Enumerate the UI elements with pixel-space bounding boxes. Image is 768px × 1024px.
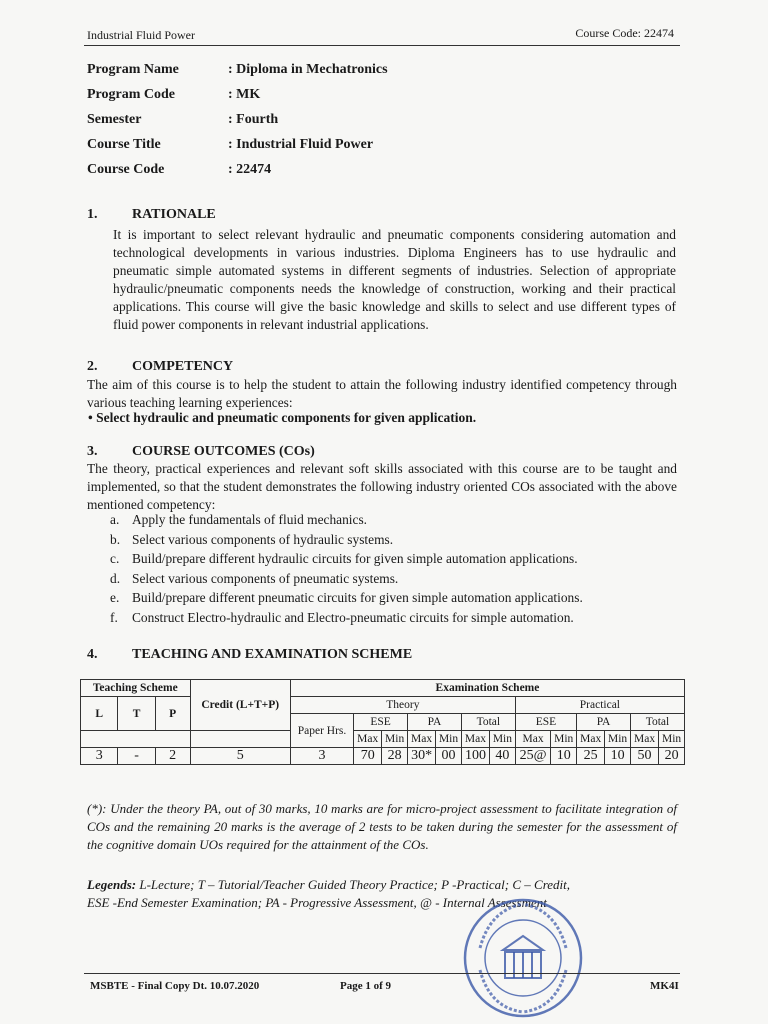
practical-header: Practical	[515, 697, 684, 714]
competency-bullet: • Select hydraulic and pneumatic components for given application.	[88, 410, 477, 425]
table-cell: 25	[577, 748, 605, 765]
header-course-code: Course Code: 22474	[575, 26, 674, 40]
msbte-seal-stamp	[455, 890, 595, 1020]
table-cell: 10	[551, 748, 577, 765]
footer-divider	[84, 973, 680, 974]
exam-scheme-header: Examination Scheme	[290, 680, 684, 697]
pa-note: (*): Under the theory PA, out of 30 marks, 10 marks are for micro-project assessment to facilitate integration of COs and the remaining 20 marks is the average of 2 tests to be taken during the semester for the assessment of the cognitive domain UOs required for the attainment of the COs.	[87, 801, 677, 852]
info-label: Course Title	[87, 137, 161, 152]
program-info	[87, 62, 388, 187]
rationale-text: It is important to select relevant hydraulic and pneumatic components considering automation and technological developments in various industries. Diploma Engineers has to use hydraulic and pneumatic simple automated systems in different segments of industries. Selection of appropriate hydraulic/pneumatic components needs the knowledge of construction, working and their practical applications. This course will give the basic knowledge and skills to select and use different types of fluid power components in relevant industrial applications.	[113, 227, 676, 332]
p-header: P	[155, 697, 190, 731]
table-cell: 5	[190, 748, 290, 765]
section-title: RATIONALE	[132, 207, 216, 222]
practical-pa-header: PA	[577, 714, 631, 731]
info-value: : Diploma in Mechatronics	[228, 62, 388, 77]
theory-header: Theory	[290, 697, 515, 714]
t-header: T	[118, 697, 155, 731]
min-header: Min	[490, 731, 516, 748]
practical-ese-header: ESE	[515, 714, 576, 731]
table-cell: 2	[155, 748, 190, 765]
table-cell: 25@	[515, 748, 551, 765]
max-header: Max	[408, 731, 436, 748]
min-header: Min	[659, 731, 685, 748]
table-cell: 28	[382, 748, 408, 765]
min-header: Min	[605, 731, 631, 748]
item-text: Build/prepare different hydraulic circuits for given simple automation applications.	[132, 551, 578, 567]
footer-page-number: Page 1 of 9	[340, 980, 392, 992]
teaching-scheme-header: Teaching Scheme	[81, 680, 191, 697]
table-cell: 50	[630, 748, 658, 765]
scheme-heading	[87, 647, 412, 663]
competency-text: The aim of this course is to help the student to attain the following industry identified competency through various teaching learning experiences:	[87, 377, 677, 410]
table-cell: 100	[461, 748, 489, 765]
info-row	[87, 162, 388, 187]
table-cell: 70	[354, 748, 382, 765]
list-item	[110, 590, 583, 610]
item-letter: b.	[110, 531, 121, 547]
info-label: Program Name	[87, 62, 179, 77]
item-text: Select various components of pneumatic systems.	[132, 570, 399, 586]
l-header: L	[81, 697, 118, 731]
min-header: Min	[382, 731, 408, 748]
max-header: Max	[630, 731, 658, 748]
header-divider	[84, 45, 680, 46]
theory-ese-header: ESE	[354, 714, 408, 731]
legend-label: Legends:	[87, 877, 137, 892]
list-item	[110, 551, 583, 571]
outcomes-list	[110, 512, 583, 630]
info-value: : 22474	[228, 162, 272, 177]
header-course-name: Industrial Fluid Power	[87, 28, 195, 42]
table-cell: 40	[490, 748, 516, 765]
max-header: Max	[515, 731, 551, 748]
footer-copy-date: MSBTE - Final Copy Dt. 10.07.2020	[90, 980, 260, 992]
info-label: Program Code	[87, 87, 175, 102]
rationale-heading	[87, 207, 216, 223]
item-text: Select various components of hydraulic systems.	[132, 531, 394, 547]
table-cell: 10	[605, 748, 631, 765]
bullet-text: Select hydraulic and pneumatic components for given application.	[96, 410, 477, 425]
table-cell: 20	[659, 748, 685, 765]
item-letter: a.	[110, 512, 120, 527]
max-header: Max	[461, 731, 489, 748]
section-number: 4.	[87, 647, 98, 662]
min-header: Min	[551, 731, 577, 748]
info-row	[87, 87, 388, 112]
info-value: : Industrial Fluid Power	[228, 137, 374, 152]
section-number: 1.	[87, 207, 98, 222]
outcomes-heading	[87, 444, 315, 460]
list-item	[110, 532, 583, 552]
blank-cell	[190, 731, 290, 748]
item-letter: d.	[110, 570, 121, 586]
footer-code: MK4I	[650, 980, 679, 992]
table-cell: 30*	[408, 748, 436, 765]
item-letter: f.	[110, 609, 118, 625]
theory-pa-header: PA	[408, 714, 462, 731]
info-row	[87, 137, 388, 162]
max-header: Max	[354, 731, 382, 748]
blank-cell	[81, 731, 191, 748]
table-cell: 3	[290, 748, 353, 765]
scheme-table	[80, 679, 685, 765]
paper-hrs-header: Paper Hrs.	[290, 714, 353, 748]
item-letter: e.	[110, 590, 120, 606]
legend-text: ESE -End Semester Examination; PA - Progressive Assessment, @ - Internal Assessment	[87, 895, 547, 910]
competency-heading	[87, 359, 233, 375]
table-cell: 00	[436, 748, 462, 765]
section-title: COMPETENCY	[132, 359, 234, 374]
list-item	[110, 571, 583, 591]
list-item	[110, 512, 583, 532]
list-item	[110, 610, 583, 630]
section-title: TEACHING AND EXAMINATION SCHEME	[132, 647, 413, 662]
outcomes-text: The theory, practical experiences and relevant soft skills associated with this course are to be taught and implemented, so that the student demonstrates the following industry oriented COs associated with the above mentioned competency:	[87, 461, 677, 512]
max-header: Max	[577, 731, 605, 748]
item-letter: c.	[110, 551, 120, 567]
info-label: Course Code	[87, 162, 165, 177]
table-cell: 3	[81, 748, 118, 765]
theory-total-header: Total	[461, 714, 515, 731]
table-cell: -	[118, 748, 155, 765]
credit-header: Credit (L+T+P)	[190, 680, 290, 731]
info-label: Semester	[87, 112, 142, 127]
min-header: Min	[436, 731, 462, 748]
item-text: Build/prepare different pneumatic circuits for given simple automation applications.	[132, 590, 583, 606]
info-value: : MK	[228, 87, 261, 102]
info-row	[87, 62, 388, 87]
info-value: : Fourth	[228, 112, 279, 127]
legend-text: L-Lecture; T – Tutorial/Teacher Guided Theory Practice; P -Practical; C – Credit,	[139, 877, 571, 892]
section-number: 3.	[87, 444, 98, 459]
item-text: Apply the fundamentals of fluid mechanics.	[132, 512, 368, 527]
section-title: COURSE OUTCOMES (COs)	[132, 444, 315, 459]
practical-total-header: Total	[630, 714, 684, 731]
info-row	[87, 112, 388, 137]
item-text: Construct Electro-hydraulic and Electro-pneumatic circuits for simple automation.	[132, 609, 574, 625]
section-number: 2.	[87, 359, 98, 374]
table-row	[81, 748, 685, 765]
